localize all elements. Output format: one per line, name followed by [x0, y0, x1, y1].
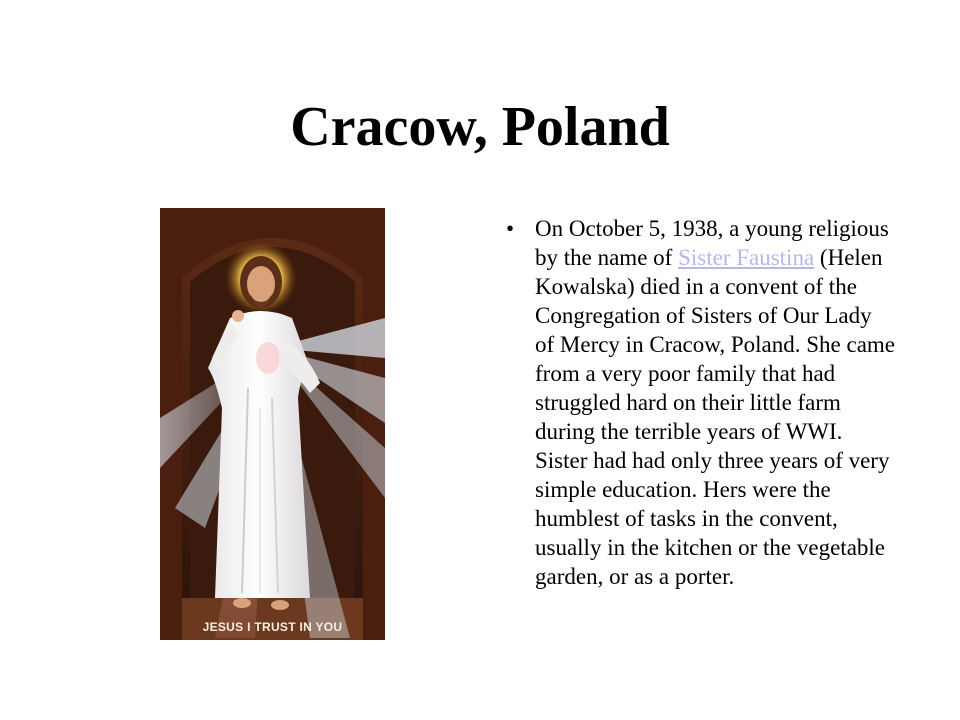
bullet-text-before-link: On October 5, 1938, a young religious by the name of: [535, 216, 889, 270]
slide-title: Cracow, Poland: [290, 96, 670, 158]
bullet-text-after-link: (Helen Kowalska) died in a convent of the Congregation of Sisters of Our Lady of Mercy in Cracow, Poland. She came from a very poor family that had struggled hard on their little farm during the terrible years of WWI. Sister had had only three years of very simple education. Hers were the humblest of tasks in the convent, usually in the kitchen or the vegetable garden, or as a porter.: [535, 245, 896, 589]
bullet-marker: •: [506, 216, 515, 241]
divine-mercy-image: [160, 208, 385, 640]
sister-faustina-link[interactable]: Sister Faustina: [678, 245, 815, 270]
bullet-item: [506, 214, 896, 591]
image-caption: JESUS I TRUST IN YOU: [202, 620, 343, 634]
divine-mercy-illustration: [160, 208, 385, 640]
bullet-list: [506, 214, 896, 591]
